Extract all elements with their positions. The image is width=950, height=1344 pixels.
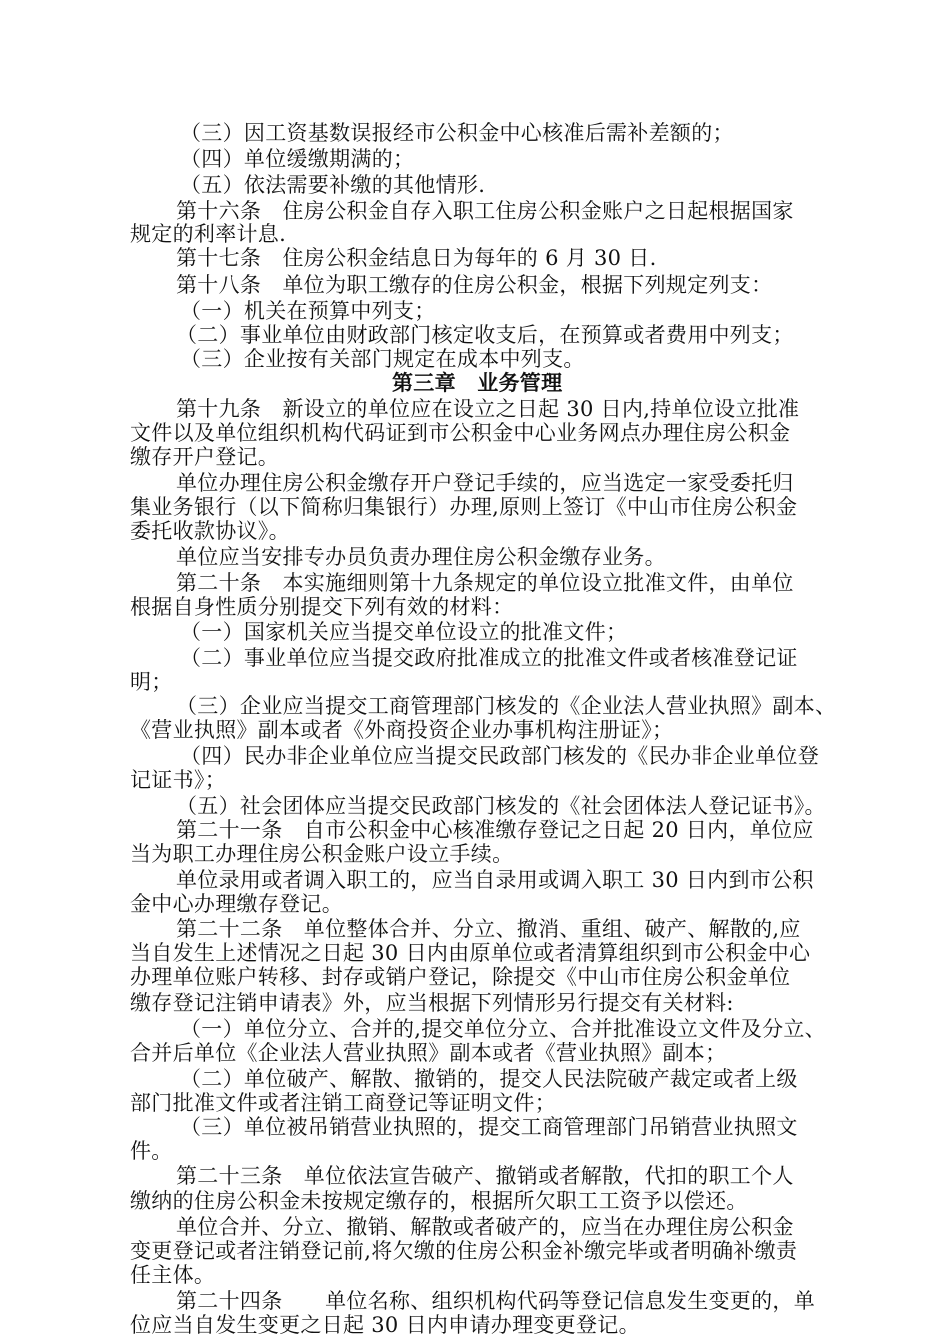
text-line: （四）单位缓缴期满的； (180, 147, 415, 171)
text-line: 任主体。 (130, 1263, 216, 1287)
text-line: 缴存登记注销申请表》外，应当根据下列情形另行提交有关材料: (130, 991, 734, 1015)
text-line: 根据自身性质分别提交下列有效的材料： (130, 595, 514, 619)
text-line: （三）企业应当提交工商管理部门核发的《企业法人营业执照》副本、 (176, 694, 837, 718)
text-line: 办理单位账户转移、封存或销户登记，除提交《中山市住房公积金单位 (130, 965, 791, 989)
text-line: 第十八条 单位为职工缴存的住房公积金，根据下列规定列支： (176, 273, 773, 297)
text-line: 第二十四条 单位名称、组织机构代码等登记信息发生变更的，单 (176, 1289, 815, 1313)
text-line: 当自发生上述情况之日起 30 日内由原单位或者清算组织到市公积金中心 (130, 941, 811, 965)
text-line: （五）社会团体应当提交民政部门核发的《社会团体法人登记证书》。 (176, 794, 826, 818)
text-line: 第二十三条 单位依法宣告破产、撤销或者解散，代扣的职工个人 (176, 1164, 794, 1188)
text-line: 集业务银行（以下简称归集银行）办理,原则上签订《中山市住房公积金 (130, 495, 798, 519)
text-line: 明； (130, 670, 173, 694)
text-line: （二）单位破产、解散、撤销的，提交人民法院破产裁定或者上级 (180, 1067, 798, 1091)
text-line: （一）机关在预算中列支； (180, 299, 436, 323)
text-line: 委托收款协议》。 (130, 519, 290, 543)
text-line: 部门批准文件或者注销工商登记等证明文件； (130, 1091, 556, 1115)
text-line: （二）事业单位应当提交政府批准成立的批准文件或者核准登记证 (180, 646, 798, 670)
text-line: 文件以及单位组织机构代码证到市公积金中心业务网点办理住房公积金 (130, 421, 791, 445)
text-line: 单位办理住房公积金缴存开户登记手续的，应当选定一家受委托归 (176, 471, 794, 495)
text-line: （二）事业单位由财政部门核定收支后，在预算或者费用中列支； (176, 323, 794, 347)
text-line: 件。 (130, 1139, 173, 1163)
text-line: 第十七条 住房公积金结息日为每年的 6 月 30 日. (176, 246, 657, 270)
text-line: （三）因工资基数误报经市公积金中心核准后需补差额的； (180, 121, 734, 145)
text-line: 缴存开户登记。 (130, 445, 280, 469)
text-line: （四）民办非企业单位应当提交民政部门核发的《民办非企业单位登 (180, 744, 819, 768)
text-line: （三）企业按有关部门规定在成本中列支。 (180, 347, 585, 371)
text-line: 记证书》； (130, 768, 226, 792)
text-line: 位应当自发生变更之日起 30 日内申请办理变更登记。 (130, 1313, 640, 1337)
text-line: 《营业执照》副本或者《外商投资企业办事机构注册证》； (130, 718, 674, 742)
text-line: （五）依法需要补缴的其他情形. (180, 173, 486, 197)
text-line: （一）单位分立、合并的,提交单位分立、合并批准设立文件及分立、 (180, 1017, 826, 1041)
text-line: 第二十一条 自市公积金中心核准缴存登记之日起 20 日内，单位应 (176, 818, 814, 842)
text-line: （三）单位被吊销营业执照的，提交工商管理部门吊销营业执照文 (180, 1115, 798, 1139)
text-line: 单位录用或者调入职工的，应当自录用或调入职工 30 日内到市公积 (176, 868, 814, 892)
text-line: 第二十条 本实施细则第十九条规定的单位设立批准文件，由单位 (176, 571, 794, 595)
text-line: 第二十二条 单位整体合并、分立、撤消、重组、破产、解散的,应 (176, 917, 801, 941)
text-line: （一）国家机关应当提交单位设立的批准文件； (180, 620, 628, 644)
text-line: 金中心办理缴存登记。 (130, 892, 343, 916)
text-line: 单位应当安排专办员负责办理住房公积金缴存业务。 (176, 545, 666, 569)
text-line: 第十九条 新设立的单位应在设立之日起 30 日内,持单位设立批准 (176, 397, 800, 421)
text-line: 变更登记或者注销登记前,将欠缴的住房公积金补缴完毕或者明确补缴责 (130, 1239, 798, 1263)
text-line: 当为职工办理住房公积金账户设立手续。 (130, 842, 514, 866)
chapter-heading: 第三章 业务管理 (392, 371, 563, 395)
text-line: 缴纳的住房公积金未按规定缴存的，根据所欠职工工资予以偿还。 (130, 1189, 748, 1213)
text-line: 规定的利率计息. (130, 222, 287, 246)
text-line: 单位合并、分立、撤销、解散或者破产的，应当在办理住房公积金 (176, 1215, 794, 1239)
text-line: 第十六条 住房公积金自存入职工住房公积金账户之日起根据国家 (176, 199, 794, 223)
text-line: 合并后单位《企业法人营业执照》副本或者《营业执照》副本； (130, 1041, 727, 1065)
